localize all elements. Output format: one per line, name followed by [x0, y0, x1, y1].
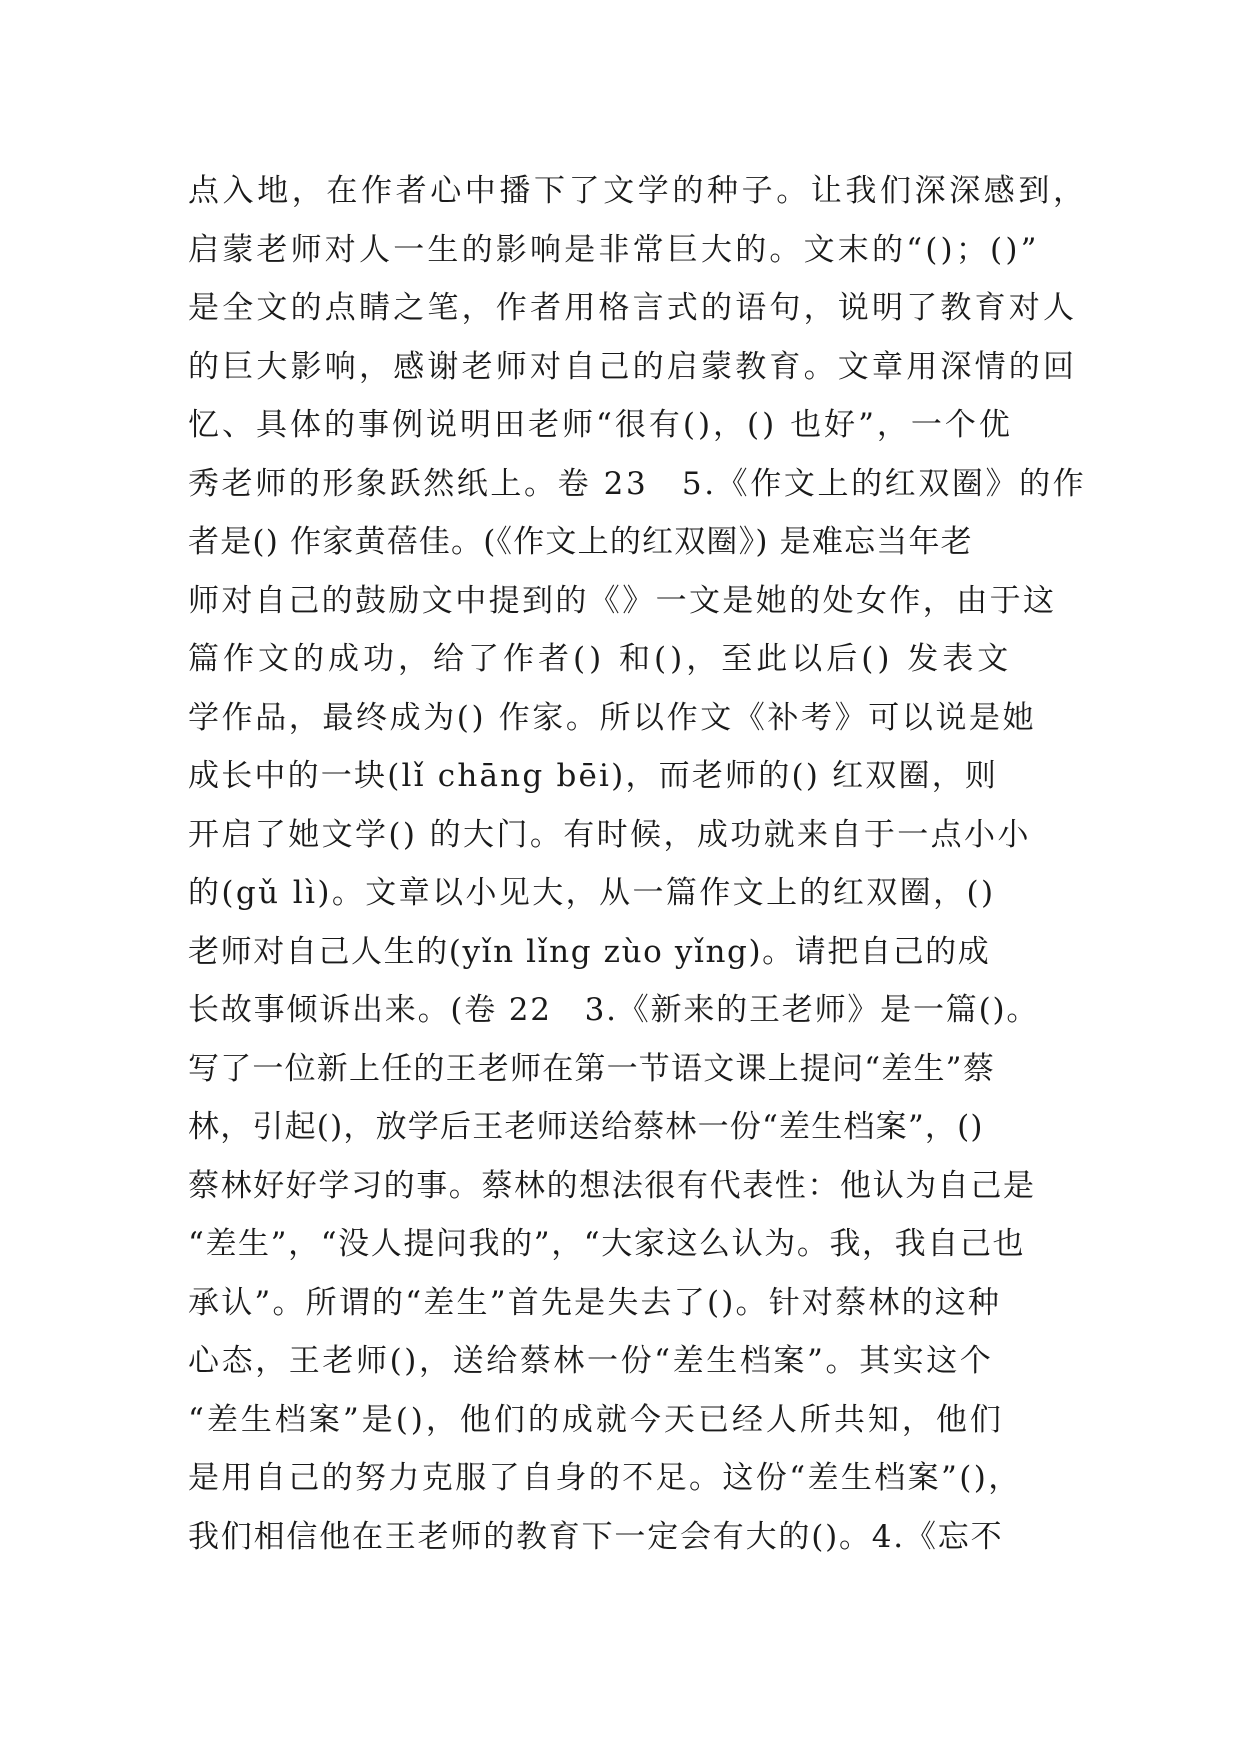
text-line: 写了一位新上任的王老师在第一节语文课上提问“差生”蔡 — [188, 1050, 995, 1087]
text-line: 长故事倾诉出来。(卷 22 3.《新来的王老师》是一篇()。 — [188, 992, 1040, 1028]
text-line: “差生档案”是()，他们的成就今天已经人所共知，他们 — [188, 1401, 1004, 1438]
text-line: “差生”，“没人提问我的”，“大家这么认为。我，我自己也 — [188, 1226, 1026, 1262]
text-line: 成长中的一块(lǐ chāng bēi)，而老师的() 红双圈，则 — [188, 758, 999, 794]
text-line: 启蒙老师对人一生的影响是非常巨大的。文末的“()；()” — [188, 231, 1040, 268]
text-line: 点入地，在作者心中播下了文学的种子。让我们深深感到， — [188, 173, 1088, 209]
text-line: 老师对自己人生的(yǐn lǐng zùo yǐng)。请把自己的成 — [188, 933, 991, 970]
text-line: 秀老师的形象跃然纸上。卷 23 5.《作文上的红双圈》的作 — [188, 465, 1087, 502]
text-line: 的巨大影响，感谢老师对自己的启蒙教育。文章用深情的回 — [188, 348, 1078, 385]
text-line: 师对自己的鼓励文中提到的《》一文是她的处女作，由于这 — [188, 582, 1057, 619]
text-line: 篇作文的成功，给了作者() 和()，至此以后() 发表文 — [188, 641, 1013, 677]
text-line: 林，引起()，放学后王老师送给蔡林一份“差生档案”，() — [188, 1109, 984, 1145]
text-line: 忆、具体的事例说明田老师“很有()，() 也好”，一个优 — [188, 407, 1013, 443]
text-line: 的(gǔ lì)。文章以小见大，从一篇作文上的红双圈，() — [188, 875, 996, 911]
body-text — [188, 162, 1088, 1566]
text-line: 我们相信他在王老师的教育下一定会有大的()。4.《忘不 — [188, 1518, 1004, 1555]
text-line: 蔡林好好学习的事。蔡林的想法很有代表性：他认为自己是 — [188, 1167, 1036, 1204]
text-line: 心态，王老师()，送给蔡林一份“差生档案”。其实这个 — [188, 1343, 994, 1379]
text-line: 开启了她文学() 的大门。有时候，成功就来自于一点小小 — [188, 816, 1031, 853]
text-line: 学作品，最终成为() 作家。所以作文《补考》可以说是她 — [188, 699, 1037, 736]
text-line: 承认”。所谓的“差生”首先是失去了()。针对蔡林的这种 — [188, 1284, 1002, 1321]
text-line: 是全文的点睛之笔，作者用格言式的语句，说明了教育对人 — [188, 290, 1078, 326]
text-line: 者是() 作家黄蓓佳。(《作文上的红双圈》) 是难忘当年老 — [188, 524, 973, 560]
text-line: 是用自己的努力克服了自身的不足。这份“差生档案”()， — [188, 1460, 1022, 1496]
